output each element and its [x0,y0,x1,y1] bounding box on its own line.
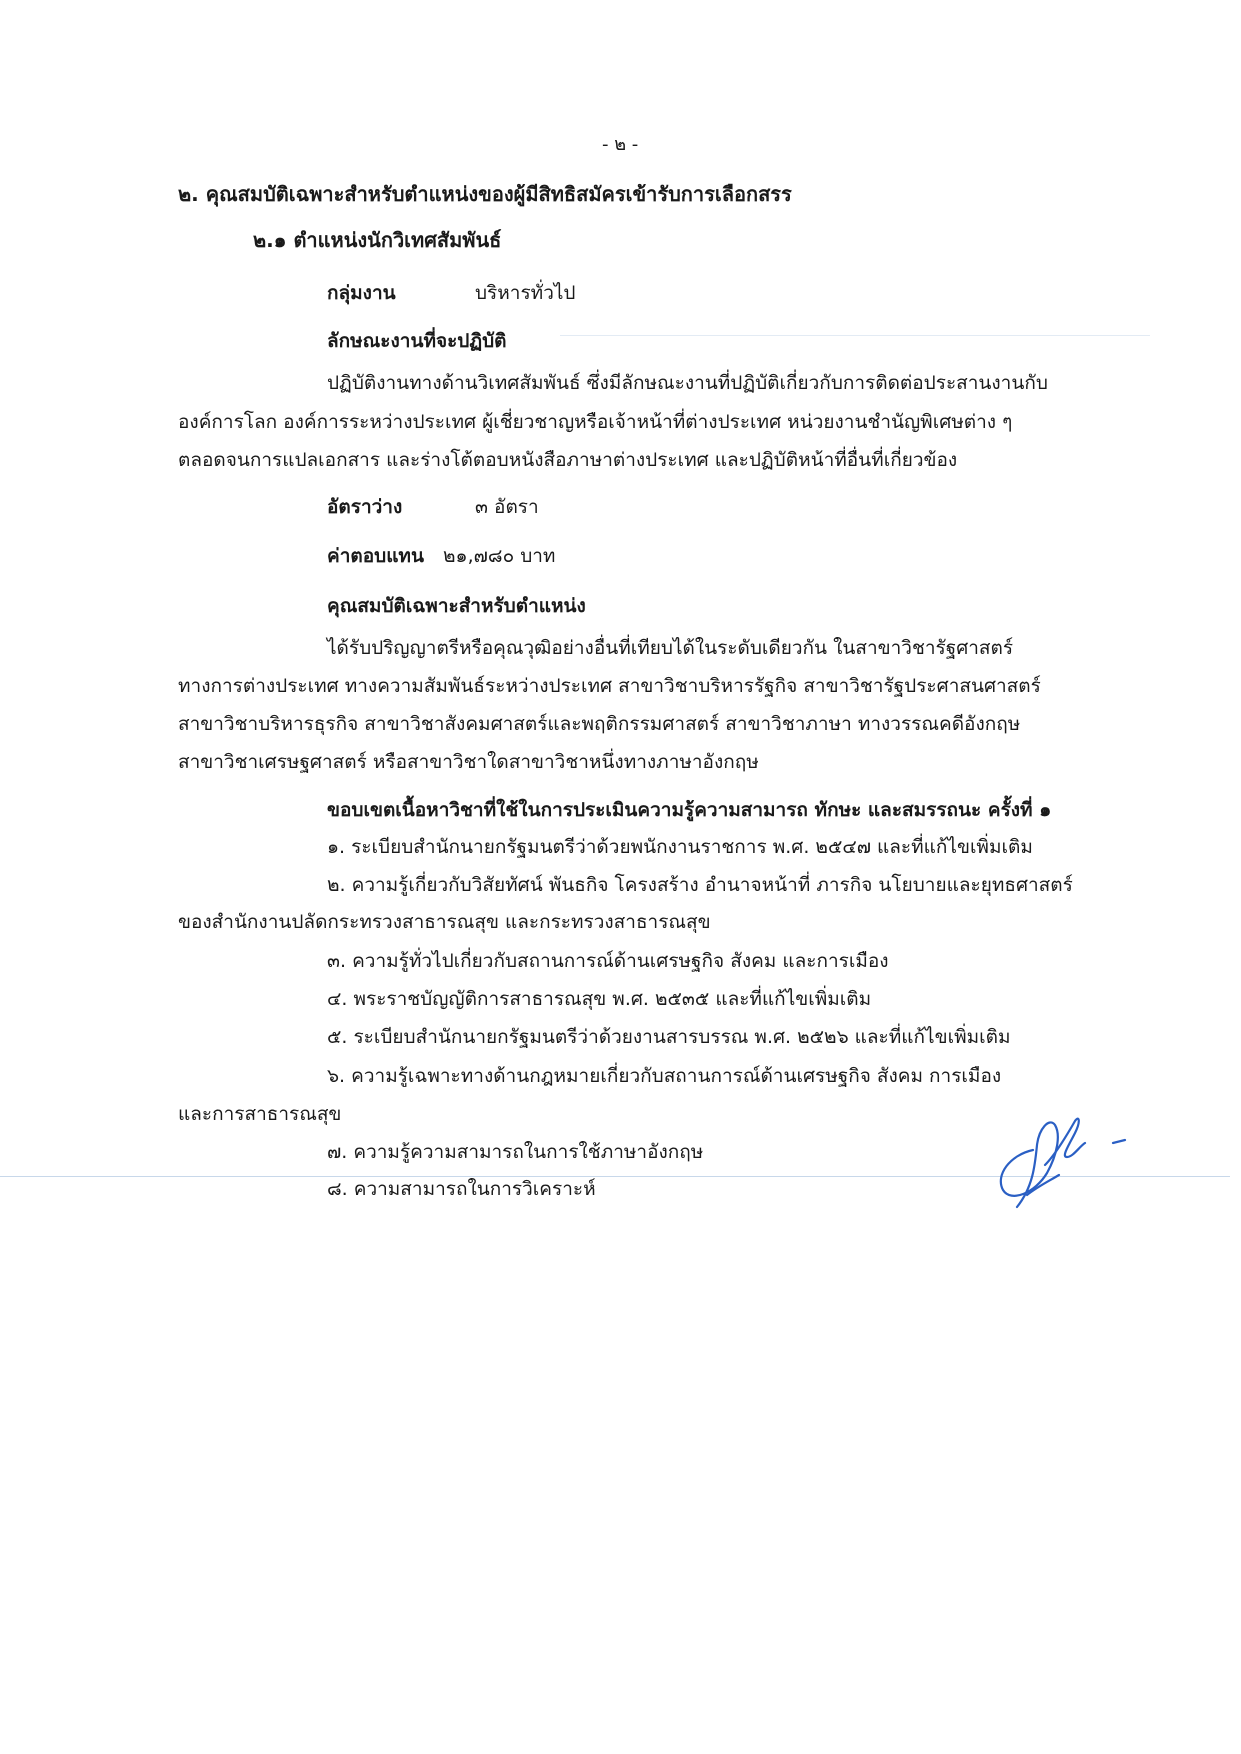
duties-heading: ลักษณะงานที่จะปฏิบัติ [327,330,507,352]
scope-item: และการสาธารณสุข [178,1103,342,1125]
position-heading: ๒.๑ ตำแหน่งนักวิเทศสัมพันธ์ [253,228,502,252]
salary-value: ๒๑,๗๘๐ บาท [443,545,556,567]
salary-label: ค่าตอบแทน [327,545,424,567]
scope-item: ของสำนักงานปลัดกระทรวงสาธารณสุข และกระทรวงสาธารณสุข [178,911,711,933]
work-group-value: บริหารทั่วไป [475,282,576,304]
scope-heading: ขอบเขตเนื้อหาวิชาที่ใช้ในการประเมินความรู้ความสามารถ ทักษะ และสมรรถนะ ครั้งที่ ๑ [327,799,1052,821]
scope-item: ๘. ความสามารถในการวิเคราะห์ [327,1178,596,1200]
duties-line: ปฏิบัติงานทางด้านวิเทศสัมพันธ์ ซึ่งมีลักษณะงานที่ปฏิบัติเกี่ยวกับการติดต่อประสานงานกับ [327,372,1048,394]
qualifications-heading: คุณสมบัติเฉพาะสำหรับตำแหน่ง [327,595,586,617]
vacancies-value: ๓ อัตรา [475,496,539,518]
section-heading: ๒. คุณสมบัติเฉพาะสำหรับตำแหน่งของผู้มีสิทธิสมัครเข้ารับการเลือกสรร [178,182,792,206]
duties-line: ตลอดจนการแปลเอกสาร และร่างโต้ตอบหนังสือภาษาต่างประเทศ และปฏิบัติหน้าที่อื่นที่เกี่ยวข้อง [178,449,958,471]
vacancies-label: อัตราว่าง [327,496,403,518]
signature-mark [975,1095,1145,1215]
duties-line: องค์การโลก องค์การระหว่างประเทศ ผู้เชี่ยวชาญหรือเจ้าหน้าที่ต่างประเทศ หน่วยงานชำนัญพิเศษต่าง ๆ [178,411,1013,433]
scope-item: ๒. ความรู้เกี่ยวกับวิสัยทัศน์ พันธกิจ โครงสร้าง อำนาจหน้าที่ ภารกิจ นโยบายและยุทธศาสตร์ [327,874,1073,896]
scope-item: ๗. ความรู้ความสามารถในการใช้ภาษาอังกฤษ [327,1141,704,1163]
scope-item: ๕. ระเบียบสำนักนายกรัฐมนตรีว่าด้วยงานสารบรรณ พ.ศ. ๒๕๒๖ และที่แก้ไขเพิ่มเติม [327,1026,1011,1048]
work-group-label: กลุ่มงาน [327,282,396,304]
qualifications-line: ทางการต่างประเทศ ทางความสัมพันธ์ระหว่างประเทศ สาขาวิชาบริหารรัฐกิจ สาขาวิชารัฐประศาสนศาสตร์ [178,675,1041,697]
qualifications-line: สาขาวิชาเศรษฐศาสตร์ หรือสาขาวิชาใดสาขาวิชาหนึ่งทางภาษาอังกฤษ [178,751,759,773]
scan-artifact-line [560,335,1150,336]
scope-item: ๓. ความรู้ทั่วไปเกี่ยวกับสถานการณ์ด้านเศรษฐกิจ สังคม และการเมือง [327,950,889,972]
scope-item: ๔. พระราชบัญญัติการสาธารณสุข พ.ศ. ๒๕๓๕ และที่แก้ไขเพิ่มเติม [327,988,872,1010]
qualifications-line: สาขาวิชาบริหารธุรกิจ สาขาวิชาสังคมศาสตร์และพฤติกรรมศาสตร์ สาขาวิชาภาษา ทางวรรณคดีอังกฤษ [178,713,1021,735]
page-number: - ๒ - [602,134,639,155]
scope-item: ๖. ความรู้เฉพาะทางด้านกฎหมายเกี่ยวกับสถานการณ์ด้านเศรษฐกิจ สังคม การเมือง [327,1065,1002,1087]
qualifications-line: ได้รับปริญญาตรีหรือคุณวุฒิอย่างอื่นที่เทียบได้ในระดับเดียวกัน ในสาขาวิชารัฐศาสตร์ [327,637,1014,659]
scope-item: ๑. ระเบียบสำนักนายกรัฐมนตรีว่าด้วยพนักงานราชการ พ.ศ. ๒๕๔๗ และที่แก้ไขเพิ่มเติม [327,836,1033,858]
